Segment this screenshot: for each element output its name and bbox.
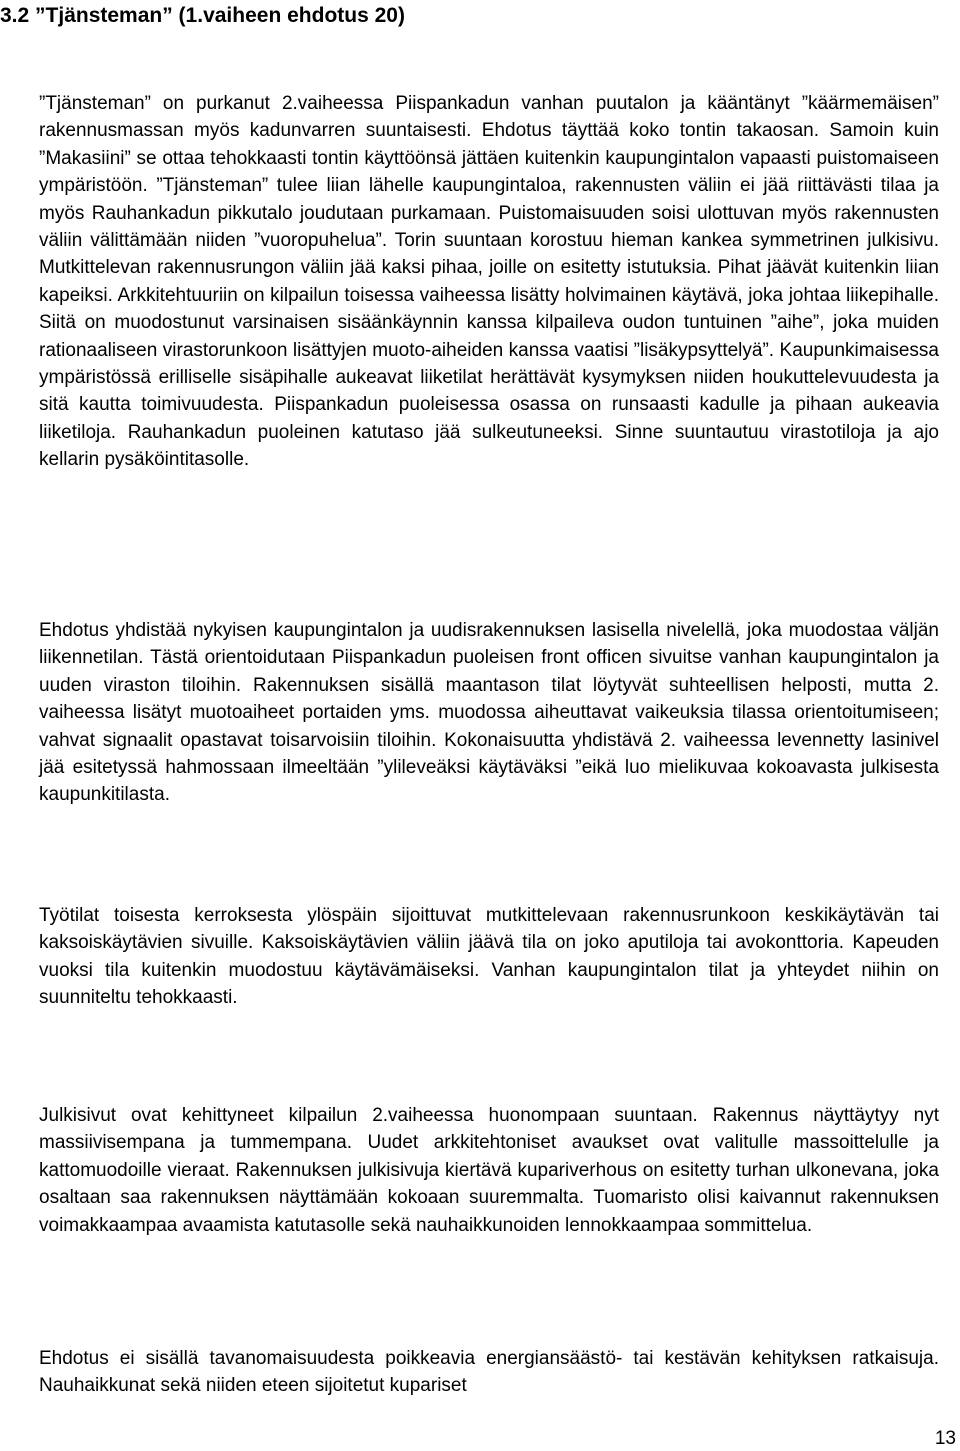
- paragraph-circulation: Ehdotus yhdistää nykyisen kaupungintalon ja uudisrakennuksen lasisella nivelellä, joka muodostaa väljän liikennetilan. Tästä orientoidutaan Piispankadun puoleisen front officen sivuitse vanhan kaupungintalon ja uuden viraston tiloihin. Rakennuksen sisällä maantason tilat löytyvät suhteellisen helposti, mutta 2. vaiheessa lisätyt muotoaiheet portaiden yms. muodossa aiheuttavat vaikeuksia tilassa orientoitumiseen; vahvat signaalit opastavat toisarvoisiin tiloihin. Kokonaisuutta yhdistävä 2. vaiheessa levennetty lasinivel jää esitetyssä hahmossaan ilmeeltään ”ylileveäksi käytäväksi ”eikä luo mielikuvaa kokoavasta julkisesta kaupunkitilasta.: [39, 620, 939, 806]
- page-number: 13: [934, 1428, 956, 1449]
- section-heading: 3.2 ”Tjänsteman” (1.vaiheen ehdotus 20): [0, 4, 405, 27]
- paragraph-facades: Julkisivut ovat kehittyneet kilpailun 2.vaiheessa huonompaan suuntaan. Rakennus näyttäytyy nyt massiivisempana ja tummempana. Uudet arkkitehtoniset avaukset ovat valitulle massoittelulle ja kattomuodoille vieraat. Rakennuksen julkisivuja kiertävä kupariverhous on esitetty turhan ulkonevana, joka osaltaan saa rakennuksen näyttämään kokoaan suuremmalta. Tuomaristo olisi kaivannut rakennuksen voimakkaampaa avaamista katutasolle sekä nauhaikkunoiden lennokkaampaa sommittelua.: [39, 1105, 939, 1236]
- paragraph-workspaces: Työtilat toisesta kerroksesta ylöspäin sijoittuvat mutkittelevaan rakennusrunkoon keskikäytävän tai kaksoiskäytävien sivuille. Kaksoiskäytävien väliin jäävä tila on joko aputiloja tai avokonttoria. Kapeuden vuoksi tila kuitenkin muodostuu käytävämäiseksi. Vanhan kaupungintalon tilat ja yhteydet niihin on suunniteltu tehokkaasti.: [39, 905, 939, 1009]
- paragraph-overview: ”Tjänsteman” on purkanut 2.vaiheessa Piispankadun vanhan puutalon ja kääntänyt ”käärmemäisen” rakennusmassan myös kadunvarren suuntaisesti. Ehdotus täyttää koko tontin takaosan. Samoin kuin ”Makasiini” se ottaa tehokkaasti tontin käyttöönsä jättäen kuitenkin kaupungintalon vapaasti puistomaiseen ympäristöön. ”Tjänsteman” tulee liian lähelle kaupungintaloa, rakennusten väliin ei jää riittävästi tilaa ja myös Rauhankadun pikkutalo joudutaan purkamaan. Puistomaisuuden soisi ulottuvan myös rakennusten väliin välittämään niiden ”vuoropuhelua”. Torin suuntaan korostuu hieman kankea symmetrinen julkisivu. Mutkittelevan rakennusrungon väliin jää kaksi pihaa, joille on esitetty istutuksia. Pihat jäävät kuitenkin liian kapeiksi. Arkkitehtuuriin on kilpailun toisessa vaiheessa lisätty holvimainen käytävä, joka johtaa liikepihalle. Siitä on muodostunut varsinaisen sisäänkäynnin kanssa kilpaileva oudon tuntuinen ”aihe”, joka muiden rationaaliseen virastorunkoon lisättyjen muoto-aiheiden kanssa vaatisi ”lisäkypsyttelyä”. Kaupunkimaisessa ympäristössä erilliselle sisäpihalle aukeavat liiketilat herättävät kysymyksen niiden houkuttelevuudesta ja sitä kautta toimivuudesta. Piispankadun puoleisessa osassa on runsaasti kadulle ja pihaan aukeavia liiketiloja. Rauhankadun puoleinen katutaso jää sulkeutuneeksi. Sinne suuntautuu virastotiloja ja ajo kellarin pysäköintitasolle.: [39, 93, 939, 471]
- paragraph-energy: Ehdotus ei sisällä tavanomaisuudesta poikkeavia energiansäästö- tai kestävän kehityksen ratkaisuja. Nauhaikkunat sekä niiden eteen sijoitetut kupariset: [39, 1348, 939, 1397]
